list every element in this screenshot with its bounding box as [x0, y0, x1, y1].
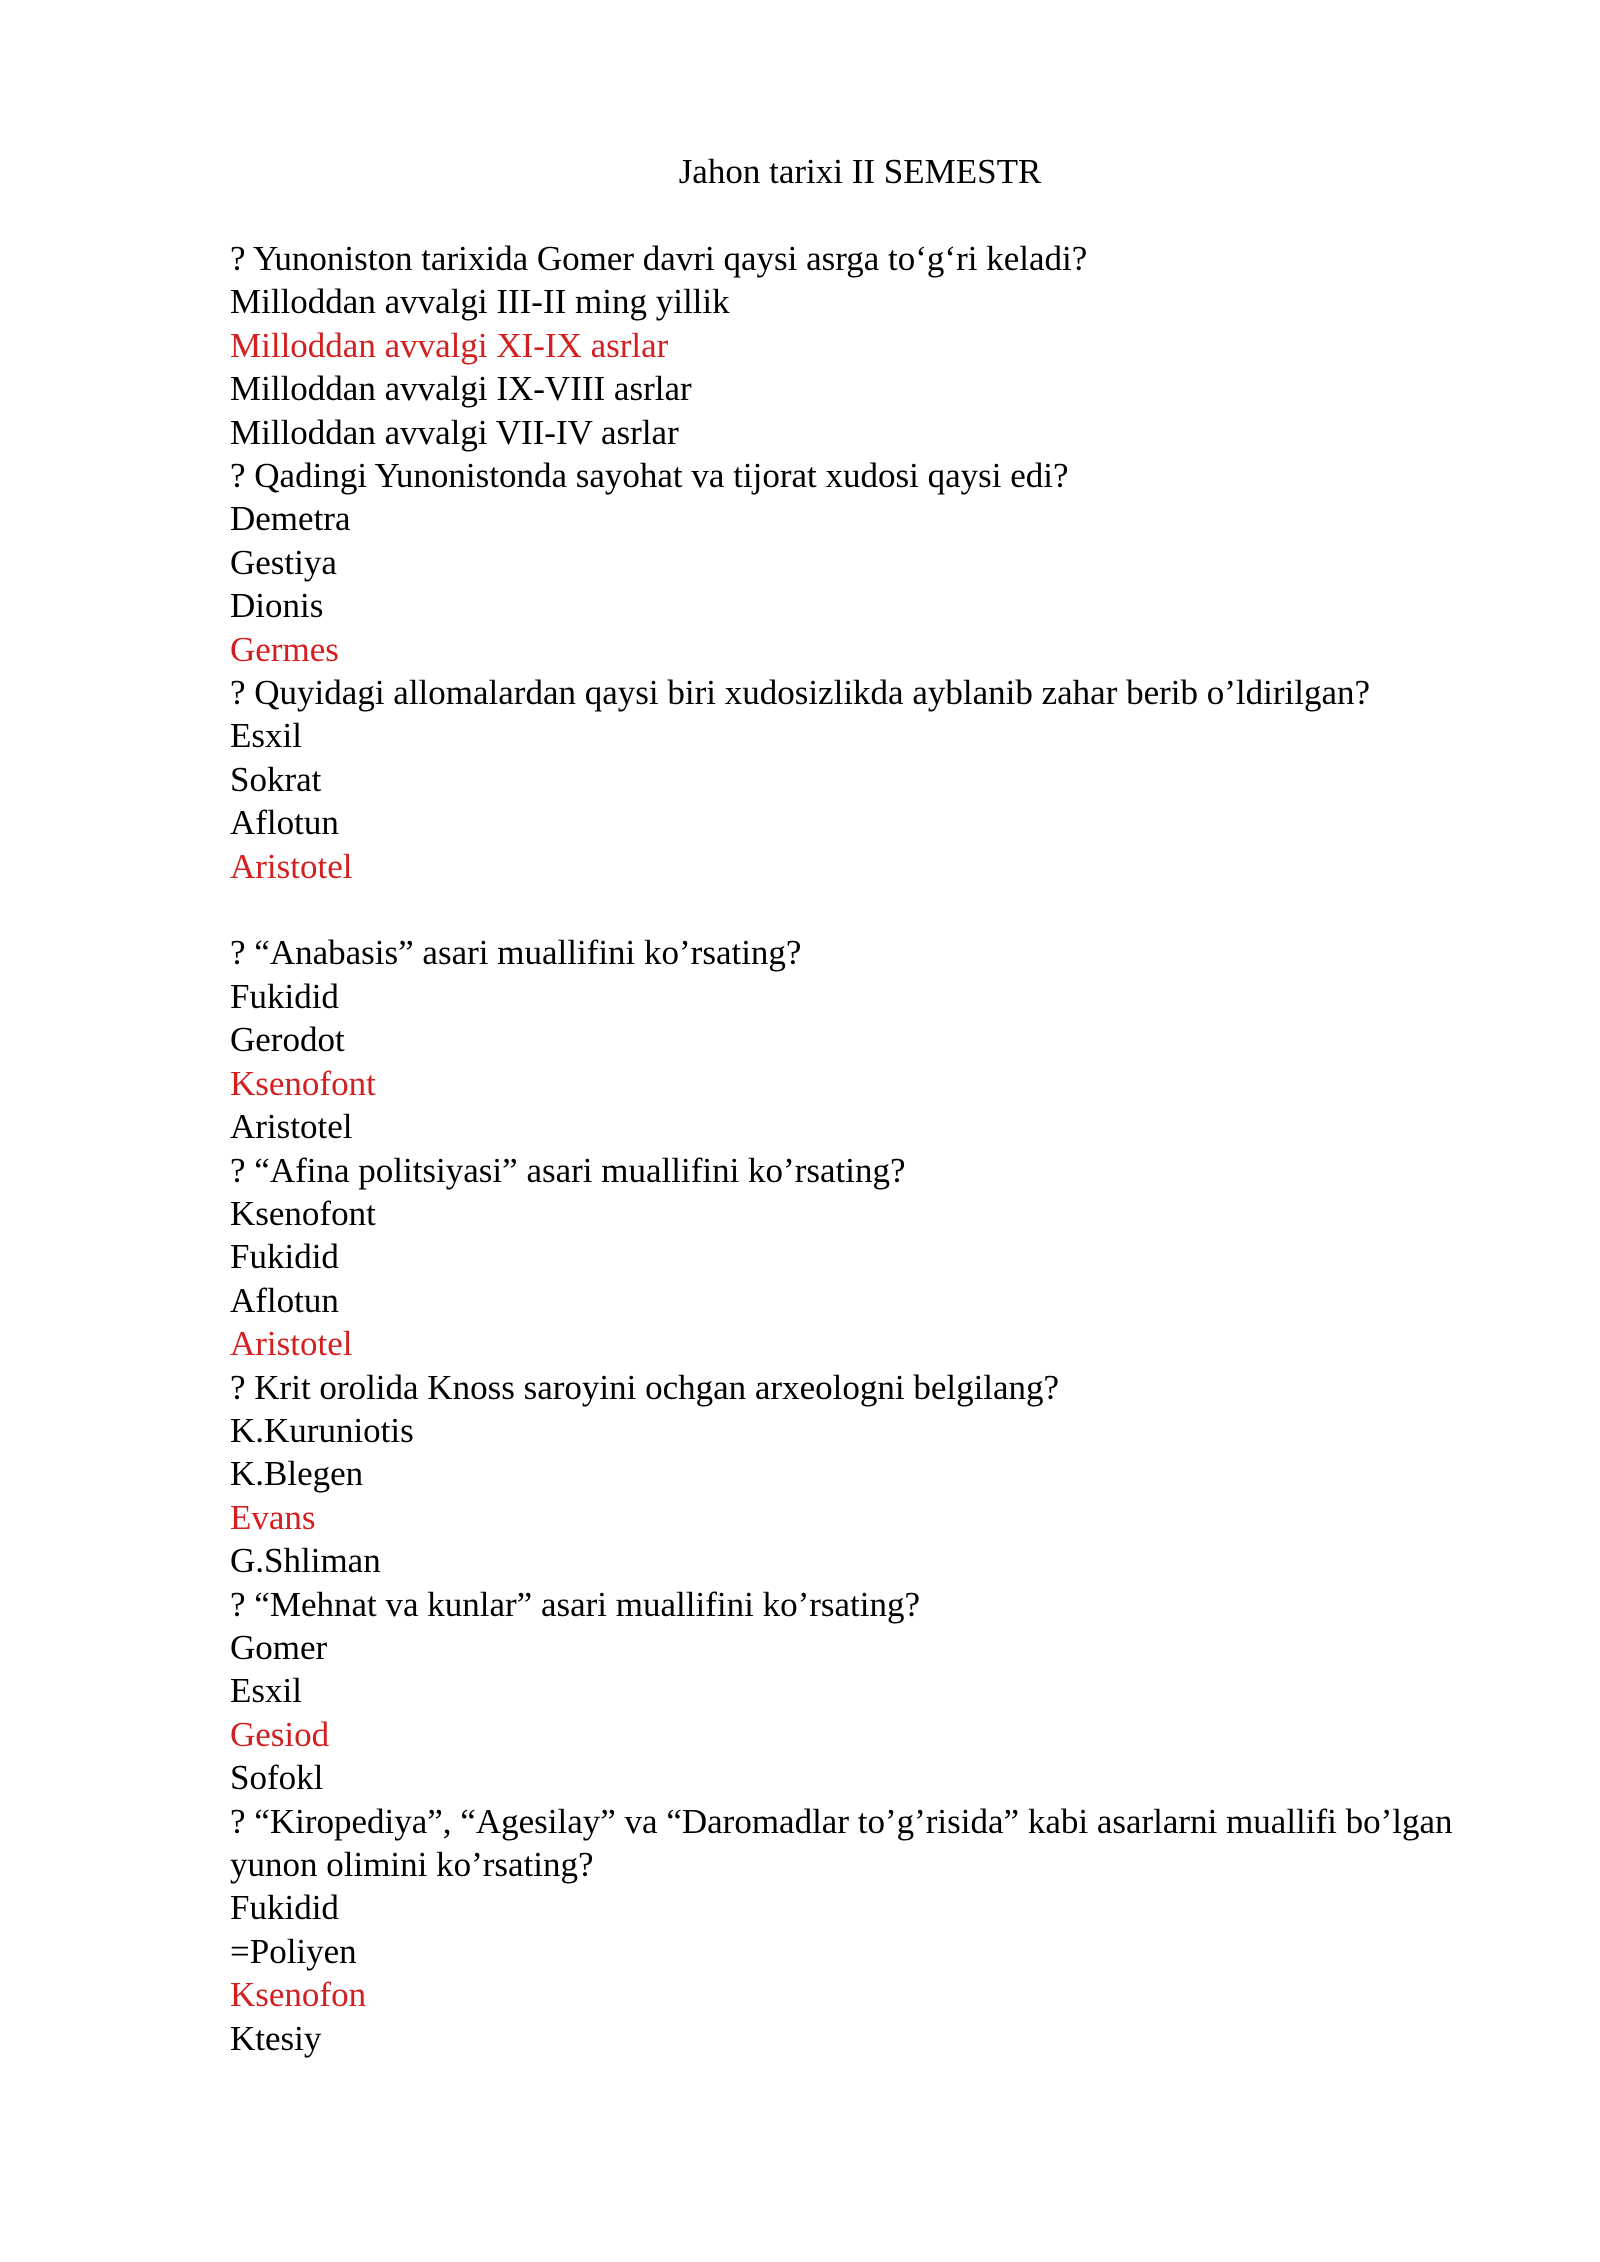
answer-option: Fukidid — [230, 1237, 339, 1277]
question-text: ? “Mehnat va kunlar” asari muallifini ko’rsating? — [230, 1584, 921, 1624]
answer-option-correct: Gesiod — [230, 1714, 330, 1754]
question-text: ? Yunoniston tarixida Gomer davri qaysi asrga to‘g‘ri keladi? — [230, 239, 1088, 278]
answer-option-correct: Ksenofont — [230, 1063, 376, 1103]
question-text: ? Qadingi Yunonistonda sayohat va tijorat xudosi qaysi edi? — [230, 456, 1069, 496]
answer-option-correct: Aristotel — [230, 1324, 353, 1364]
answer-option: Aristotel — [230, 1107, 353, 1147]
answer-option: Sokrat — [230, 759, 322, 799]
answer-option: Milloddan avvalgi IX-VIII asrlar — [230, 369, 692, 409]
question-block — [230, 1583, 1510, 1800]
question-list — [230, 237, 1510, 2060]
answer-option-correct: Milloddan avvalgi XI-IX asrlar — [230, 325, 669, 365]
answer-option: Aflotun — [230, 803, 339, 843]
answer-option: Esxil — [230, 1671, 302, 1711]
answer-option: Fukidid — [230, 1888, 339, 1928]
answer-option-correct: Germes — [230, 629, 339, 669]
question-block — [230, 454, 1510, 671]
answer-option: K.Blegen — [230, 1454, 364, 1494]
answer-option: Sofokl — [230, 1758, 324, 1798]
question-block — [230, 1800, 1510, 2060]
answer-option: G.Shliman — [230, 1541, 381, 1581]
answer-option: Demetra — [230, 499, 351, 539]
answer-option: Ksenofont — [230, 1193, 376, 1233]
question-block — [230, 671, 1510, 888]
answer-option: Gomer — [230, 1627, 328, 1667]
blank-line — [230, 888, 1510, 931]
question-block — [230, 237, 1510, 454]
question-text: ? “Afina politsiyasi” asari muallifini ko’rsating? — [230, 1150, 906, 1190]
answer-option-correct: Ksenofon — [230, 1975, 367, 2015]
question-text: ? Quyidagi allomalardan qaysi biri xudosizlikda ayblanib zahar berib o’ldirilgan? — [230, 673, 1371, 713]
document-title: Jahon tarixi II SEMESTR — [678, 152, 1042, 191]
answer-option-correct: Evans — [230, 1497, 316, 1537]
question-block — [230, 1366, 1510, 1583]
answer-option: Milloddan avvalgi III-II ming yillik — [230, 282, 730, 322]
answer-option: Ktesiy — [230, 2018, 322, 2058]
question-text: ? “Kiropediya”, “Agesilay” va “Daromadlar to’g’risida” kabi asarlarni muallifi bo’lgan yunon olimini ko’rsating? — [230, 1801, 1453, 1885]
answer-option: Gestiya — [230, 542, 337, 582]
question-block — [230, 1149, 1510, 1366]
answer-option-correct: Aristotel — [230, 846, 353, 886]
answer-option: Fukidid — [230, 976, 339, 1016]
answer-option: Gerodot — [230, 1020, 345, 1060]
question-block — [230, 931, 1510, 1148]
answer-option: Esxil — [230, 716, 302, 756]
answer-option: =Poliyen — [230, 1931, 357, 1971]
answer-option: Milloddan avvalgi VII-IV asrlar — [230, 412, 679, 452]
question-text: ? Krit orolida Knoss saroyini ochgan arxeologni belgilang? — [230, 1367, 1060, 1407]
question-text: ? “Anabasis” asari muallifini ko’rsating? — [230, 933, 802, 973]
answer-option: Dionis — [230, 586, 324, 626]
answer-option: Aflotun — [230, 1280, 339, 1320]
answer-option: K.Kuruniotis — [230, 1410, 414, 1450]
